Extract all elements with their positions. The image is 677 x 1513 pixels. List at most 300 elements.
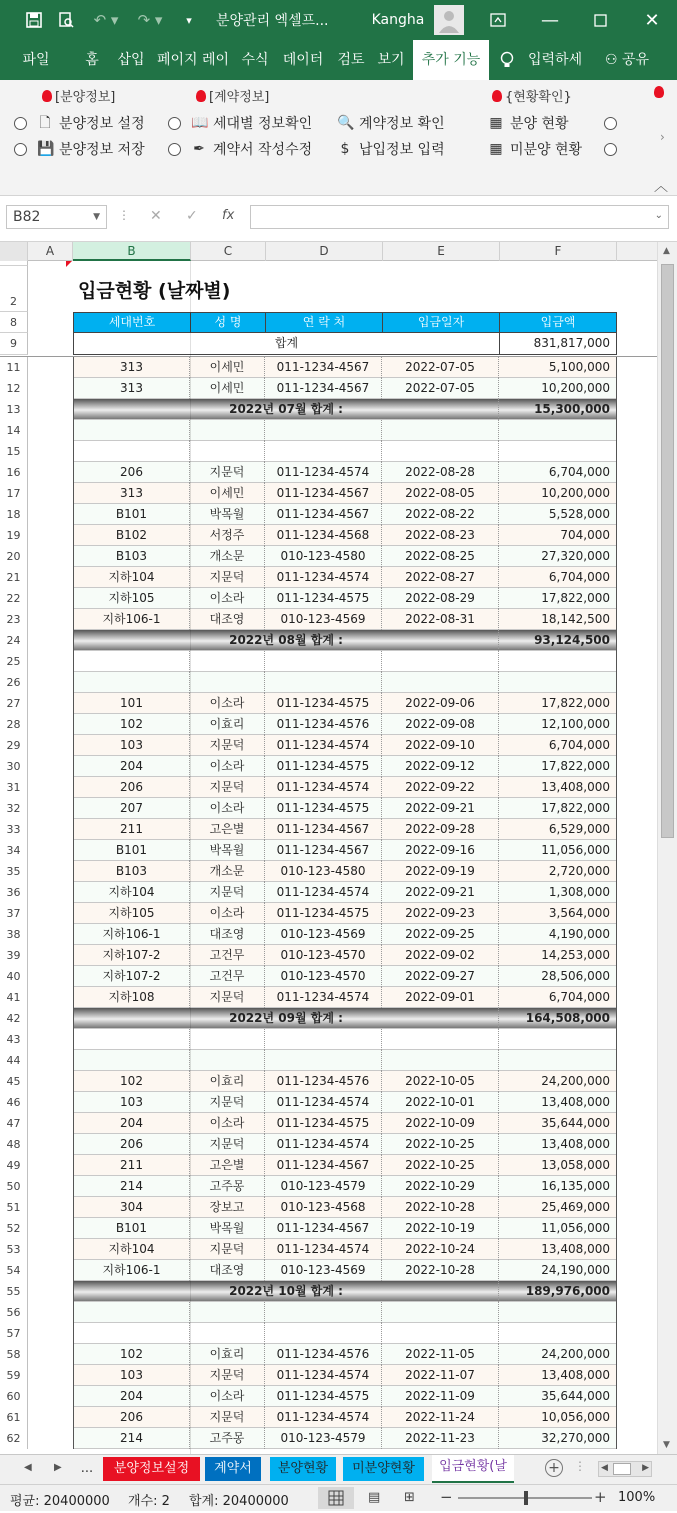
- tell-me-search[interactable]: 입력하세: [528, 52, 582, 68]
- row-header[interactable]: 37: [0, 903, 28, 924]
- cell-name[interactable]: 이소라: [190, 1386, 265, 1407]
- cell-unit-no[interactable]: 206: [73, 777, 190, 798]
- sheet-tab[interactable]: 계약서: [205, 1457, 261, 1481]
- next-sheet-icon[interactable]: ▶: [54, 1462, 62, 1473]
- cell-name[interactable]: 이세민: [190, 378, 265, 399]
- row-header[interactable]: 32: [0, 798, 28, 819]
- quick-access-customize-icon[interactable]: ▾: [186, 13, 192, 27]
- row-header[interactable]: 33: [0, 819, 28, 840]
- cell-name[interactable]: 대조영: [190, 609, 265, 630]
- cell-name[interactable]: [190, 1050, 265, 1071]
- cell-unit-no[interactable]: B103: [73, 861, 190, 882]
- zoom-in-icon[interactable]: +: [594, 1488, 607, 1506]
- cell-amount[interactable]: 12,100,000: [499, 714, 617, 735]
- cell-unit-no[interactable]: 지하108: [73, 987, 190, 1008]
- cell-name[interactable]: 지문덕: [190, 1365, 265, 1386]
- cell-date[interactable]: 2022-08-31: [382, 609, 499, 630]
- cell-name[interactable]: 개소문: [190, 861, 265, 882]
- cell-contact[interactable]: [265, 1050, 382, 1071]
- cell-contact[interactable]: 011-1234-4567: [265, 357, 382, 378]
- insert-function-icon[interactable]: fx: [222, 208, 235, 223]
- row-header[interactable]: 52: [0, 1218, 28, 1239]
- cell-date[interactable]: 2022-08-29: [382, 588, 499, 609]
- cell-amount[interactable]: 17,822,000: [499, 798, 617, 819]
- cell-amount[interactable]: 13,058,000: [499, 1155, 617, 1176]
- vertical-scrollbar[interactable]: [657, 242, 677, 1454]
- scroll-up-icon[interactable]: ▲: [663, 246, 670, 256]
- row-header[interactable]: 42: [0, 1008, 28, 1029]
- cell-date[interactable]: 2022-09-27: [382, 966, 499, 987]
- cell-unit-no[interactable]: 206: [73, 1134, 190, 1155]
- cell-name[interactable]: 이소라: [190, 903, 265, 924]
- row-header[interactable]: 14: [0, 420, 28, 441]
- cell-amount[interactable]: [499, 672, 617, 693]
- cell-date[interactable]: [382, 1050, 499, 1071]
- cell-name[interactable]: [190, 672, 265, 693]
- cell-contact[interactable]: 010-123-4570: [265, 945, 382, 966]
- cell-unit-no[interactable]: [73, 672, 190, 693]
- cell-name[interactable]: 개소문: [190, 546, 265, 567]
- tab-data[interactable]: 데이터: [282, 52, 324, 68]
- row-header[interactable]: 57: [0, 1323, 28, 1344]
- column-header-e[interactable]: E: [383, 242, 500, 261]
- cell-amount[interactable]: 6,704,000: [499, 987, 617, 1008]
- row-header[interactable]: 31: [0, 777, 28, 798]
- row-header[interactable]: 22: [0, 588, 28, 609]
- tab-page-layout[interactable]: 페이지 레이: [156, 52, 230, 68]
- cell-date[interactable]: 2022-09-10: [382, 735, 499, 756]
- cell-amount[interactable]: 3,564,000: [499, 903, 617, 924]
- print-preview-icon[interactable]: [54, 8, 78, 32]
- cell-date[interactable]: 2022-10-09: [382, 1113, 499, 1134]
- cell-date[interactable]: 2022-09-06: [382, 693, 499, 714]
- cell-amount[interactable]: [499, 1029, 617, 1050]
- cell-date[interactable]: [382, 1029, 499, 1050]
- cell-name[interactable]: 서정주: [190, 525, 265, 546]
- row-header[interactable]: 26: [0, 672, 28, 693]
- row-header[interactable]: 28: [0, 714, 28, 735]
- cell-contact[interactable]: 011-1234-4575: [265, 588, 382, 609]
- column-header-a[interactable]: A: [28, 242, 73, 261]
- cell-contact[interactable]: 011-1234-4574: [265, 777, 382, 798]
- cell-date[interactable]: 2022-09-01: [382, 987, 499, 1008]
- cell-contact[interactable]: 011-1234-4576: [265, 714, 382, 735]
- cell-amount[interactable]: 6,704,000: [499, 567, 617, 588]
- more-sheets-button[interactable]: ...: [74, 1457, 100, 1481]
- contract-info-check-button[interactable]: [337, 112, 445, 134]
- sale-status-button[interactable]: [488, 112, 569, 134]
- cell-contact[interactable]: 011-1234-4576: [265, 1344, 382, 1365]
- cell-amount[interactable]: 13,408,000: [499, 1239, 617, 1260]
- row-header[interactable]: 27: [0, 693, 28, 714]
- name-box[interactable]: [6, 205, 107, 229]
- row-header[interactable]: 34: [0, 840, 28, 861]
- row-header[interactable]: 49: [0, 1155, 28, 1176]
- cell-unit-no[interactable]: 103: [73, 1092, 190, 1113]
- cell-date[interactable]: 2022-10-24: [382, 1239, 499, 1260]
- cell-date[interactable]: 2022-08-25: [382, 546, 499, 567]
- tab-file[interactable]: 파일: [22, 52, 50, 68]
- row-header[interactable]: 56: [0, 1302, 28, 1323]
- row-header[interactable]: 21: [0, 567, 28, 588]
- cell-unit-no[interactable]: 204: [73, 756, 190, 777]
- cell-date[interactable]: 2022-10-29: [382, 1176, 499, 1197]
- cell-amount[interactable]: 5,100,000: [499, 357, 617, 378]
- cell-amount[interactable]: 6,704,000: [499, 462, 617, 483]
- payment-input-button[interactable]: [337, 138, 445, 160]
- save-icon[interactable]: [22, 8, 46, 32]
- cell-unit-no[interactable]: 211: [73, 1155, 190, 1176]
- cell-contact[interactable]: 010-123-4580: [265, 861, 382, 882]
- row-header[interactable]: 58: [0, 1344, 28, 1365]
- cell-date[interactable]: 2022-09-21: [382, 798, 499, 819]
- row-header[interactable]: 18: [0, 504, 28, 525]
- cell-contact[interactable]: 011-1234-4574: [265, 735, 382, 756]
- cell-unit-no[interactable]: 204: [73, 1386, 190, 1407]
- cell-unit-no[interactable]: B101: [73, 840, 190, 861]
- cell-contact[interactable]: 010-123-4579: [265, 1176, 382, 1197]
- cell-unit-no[interactable]: 지하106-1: [73, 1260, 190, 1281]
- cell-amount[interactable]: 35,644,000: [499, 1113, 617, 1134]
- cell-name[interactable]: 이소라: [190, 693, 265, 714]
- cell-name[interactable]: 이세민: [190, 483, 265, 504]
- cell-unit-no[interactable]: 304: [73, 1197, 190, 1218]
- row-header[interactable]: 19: [0, 525, 28, 546]
- cell-contact[interactable]: 010-123-4569: [265, 924, 382, 945]
- cell-date[interactable]: 2022-10-28: [382, 1260, 499, 1281]
- cell-date[interactable]: [382, 672, 499, 693]
- cell-name[interactable]: [190, 1302, 265, 1323]
- cell-date[interactable]: 2022-09-08: [382, 714, 499, 735]
- cell-amount[interactable]: 17,822,000: [499, 588, 617, 609]
- row-header[interactable]: 53: [0, 1239, 28, 1260]
- cell-name[interactable]: 지문덕: [190, 1239, 265, 1260]
- formula-input[interactable]: [250, 205, 669, 229]
- cell-date[interactable]: 2022-09-28: [382, 819, 499, 840]
- row-header[interactable]: 35: [0, 861, 28, 882]
- cell-amount[interactable]: 17,822,000: [499, 756, 617, 777]
- cell-amount[interactable]: 4,190,000: [499, 924, 617, 945]
- cell-unit-no[interactable]: B103: [73, 546, 190, 567]
- cell-unit-no[interactable]: [73, 420, 190, 441]
- cell-contact[interactable]: 011-1234-4574: [265, 462, 382, 483]
- cell-contact[interactable]: 011-1234-4574: [265, 1365, 382, 1386]
- maximize-icon[interactable]: [588, 8, 612, 32]
- cell-name[interactable]: 이효리: [190, 1071, 265, 1092]
- cell-name[interactable]: [190, 441, 265, 462]
- tab-insert[interactable]: 삽입: [117, 52, 145, 68]
- cell-name[interactable]: 고건무: [190, 966, 265, 987]
- cell-contact[interactable]: 011-1234-4575: [265, 798, 382, 819]
- cell-unit-no[interactable]: 103: [73, 735, 190, 756]
- cell-name[interactable]: 고주몽: [190, 1176, 265, 1197]
- ribbon-display-options-icon[interactable]: [486, 8, 510, 32]
- cell-name[interactable]: 지문덕: [190, 1092, 265, 1113]
- horizontal-scroll-thumb[interactable]: [613, 1463, 631, 1475]
- cell-date[interactable]: 2022-10-25: [382, 1134, 499, 1155]
- cell-name[interactable]: 이소라: [190, 588, 265, 609]
- row-header[interactable]: 47: [0, 1113, 28, 1134]
- sheet-tab[interactable]: 입금현황(날: [432, 1455, 514, 1483]
- cell-contact[interactable]: 010-123-4569: [265, 609, 382, 630]
- tab-formulas[interactable]: 수식: [241, 52, 269, 68]
- extra-radio-2[interactable]: [604, 138, 627, 160]
- undo-icon[interactable]: ↶ ▾: [93, 11, 119, 29]
- cell-amount[interactable]: [499, 1323, 617, 1344]
- normal-view-icon[interactable]: [318, 1487, 354, 1509]
- cell-name[interactable]: 지문덕: [190, 462, 265, 483]
- sheet-content[interactable]: [28, 261, 657, 1454]
- cell-contact[interactable]: 010-123-4579: [265, 1428, 382, 1449]
- cell-name[interactable]: [190, 1323, 265, 1344]
- cell-unit-no[interactable]: 313: [73, 483, 190, 504]
- cell-date[interactable]: 2022-09-23: [382, 903, 499, 924]
- scroll-left-icon[interactable]: ◀: [601, 1463, 608, 1473]
- cell-name[interactable]: 지문덕: [190, 735, 265, 756]
- cell-contact[interactable]: 011-1234-4575: [265, 693, 382, 714]
- sheet-tab[interactable]: 분양현황: [270, 1457, 336, 1481]
- lightbulb-icon[interactable]: [496, 40, 518, 80]
- cell-unit-no[interactable]: [73, 651, 190, 672]
- row-header[interactable]: 51: [0, 1197, 28, 1218]
- redo-icon[interactable]: ↷ ▾: [137, 11, 163, 29]
- cell-unit-no[interactable]: [73, 441, 190, 462]
- avatar[interactable]: [434, 5, 464, 35]
- cell-amount[interactable]: 10,200,000: [499, 483, 617, 504]
- cell-unit-no[interactable]: 지하107-2: [73, 945, 190, 966]
- contract-edit-button[interactable]: [168, 138, 312, 160]
- cell-contact[interactable]: 011-1234-4575: [265, 903, 382, 924]
- tab-add-ins[interactable]: 추가 기능: [413, 40, 489, 80]
- share-button[interactable]: [598, 40, 656, 80]
- cell-name[interactable]: 대조영: [190, 1260, 265, 1281]
- sheet-tab[interactable]: 미분양현황: [343, 1457, 424, 1481]
- cell-contact[interactable]: [265, 420, 382, 441]
- cell-name[interactable]: 박목월: [190, 504, 265, 525]
- cell-name[interactable]: 박목월: [190, 840, 265, 861]
- cell-name[interactable]: 지문덕: [190, 567, 265, 588]
- cell-amount[interactable]: 13,408,000: [499, 1134, 617, 1155]
- cell-name[interactable]: [190, 420, 265, 441]
- cell-name[interactable]: 이소라: [190, 756, 265, 777]
- cell-contact[interactable]: 011-1234-4574: [265, 987, 382, 1008]
- cell-contact[interactable]: 010-123-4580: [265, 546, 382, 567]
- cell-date[interactable]: 2022-08-05: [382, 483, 499, 504]
- close-icon[interactable]: ✕: [644, 9, 660, 31]
- cell-contact[interactable]: 011-1234-4567: [265, 483, 382, 504]
- cell-unit-no[interactable]: 204: [73, 1113, 190, 1134]
- cell-date[interactable]: 2022-09-25: [382, 924, 499, 945]
- cell-unit-no[interactable]: B101: [73, 1218, 190, 1239]
- cell-contact[interactable]: [265, 651, 382, 672]
- cell-amount[interactable]: 32,270,000: [499, 1428, 617, 1449]
- worksheet-grid[interactable]: [0, 242, 677, 1454]
- column-header-d[interactable]: D: [266, 242, 383, 261]
- cell-name[interactable]: 지문덕: [190, 1407, 265, 1428]
- cell-name[interactable]: 고건무: [190, 945, 265, 966]
- unit-info-check-button[interactable]: [168, 112, 312, 134]
- column-header-c[interactable]: C: [191, 242, 266, 261]
- collapse-ribbon-icon[interactable]: ︿: [654, 179, 668, 195]
- row-header[interactable]: 11: [0, 357, 28, 378]
- cell-contact[interactable]: [265, 1029, 382, 1050]
- cell-amount[interactable]: [499, 651, 617, 672]
- cell-amount[interactable]: 13,408,000: [499, 1092, 617, 1113]
- cell-amount[interactable]: [499, 1302, 617, 1323]
- cell-amount[interactable]: 14,253,000: [499, 945, 617, 966]
- cell-amount[interactable]: 24,200,000: [499, 1071, 617, 1092]
- cell-contact[interactable]: [265, 441, 382, 462]
- row-header[interactable]: 46: [0, 1092, 28, 1113]
- cell-date[interactable]: 2022-10-05: [382, 1071, 499, 1092]
- cell-unit-no[interactable]: [73, 1323, 190, 1344]
- user-name[interactable]: Kangha: [371, 12, 425, 28]
- cell-name[interactable]: 고주몽: [190, 1428, 265, 1449]
- sheet-tab[interactable]: 분양정보설정: [103, 1457, 200, 1481]
- cell-unit-no[interactable]: 206: [73, 462, 190, 483]
- cell-name[interactable]: 이효리: [190, 714, 265, 735]
- scroll-down-icon[interactable]: ▼: [663, 1440, 670, 1450]
- cell-date[interactable]: 2022-09-12: [382, 756, 499, 777]
- cell-amount[interactable]: 6,704,000: [499, 735, 617, 756]
- row-header[interactable]: 17: [0, 483, 28, 504]
- cell-amount[interactable]: 11,056,000: [499, 840, 617, 861]
- cell-unit-no[interactable]: [73, 1050, 190, 1071]
- scrollbar-thumb[interactable]: [661, 264, 674, 838]
- row-header[interactable]: 41: [0, 987, 28, 1008]
- row-header[interactable]: 20: [0, 546, 28, 567]
- cell-date[interactable]: [382, 651, 499, 672]
- cell-date[interactable]: [382, 441, 499, 462]
- cell-amount[interactable]: 25,469,000: [499, 1197, 617, 1218]
- cell-date[interactable]: 2022-11-23: [382, 1428, 499, 1449]
- cell-date[interactable]: 2022-09-16: [382, 840, 499, 861]
- zoom-level[interactable]: 100%: [618, 1490, 656, 1505]
- cell-unit-no[interactable]: 214: [73, 1428, 190, 1449]
- prev-sheet-icon[interactable]: ◀: [24, 1462, 32, 1473]
- cell-date[interactable]: 2022-10-25: [382, 1155, 499, 1176]
- add-sheet-icon[interactable]: +: [545, 1459, 563, 1477]
- row-header[interactable]: 59: [0, 1365, 28, 1386]
- cell-name[interactable]: 이세민: [190, 357, 265, 378]
- cell-unit-no[interactable]: 206: [73, 1407, 190, 1428]
- row-header[interactable]: 30: [0, 756, 28, 777]
- cell-contact[interactable]: 011-1234-4567: [265, 840, 382, 861]
- cell-unit-no[interactable]: 102: [73, 714, 190, 735]
- cell-contact[interactable]: 011-1234-4567: [265, 1155, 382, 1176]
- cell-amount[interactable]: 5,528,000: [499, 504, 617, 525]
- cell-date[interactable]: 2022-08-28: [382, 462, 499, 483]
- extra-radio[interactable]: [604, 112, 627, 134]
- cell-amount[interactable]: 18,142,500: [499, 609, 617, 630]
- cell-date[interactable]: 2022-10-19: [382, 1218, 499, 1239]
- cell-unit-no[interactable]: 지하106-1: [73, 609, 190, 630]
- cell-name[interactable]: 지문덕: [190, 777, 265, 798]
- row-header[interactable]: 13: [0, 399, 28, 420]
- cell-unit-no[interactable]: 지하105: [73, 903, 190, 924]
- cell-unit-no[interactable]: 211: [73, 819, 190, 840]
- row-header[interactable]: 62: [0, 1428, 28, 1449]
- cell-unit-no[interactable]: 102: [73, 1344, 190, 1365]
- cell-contact[interactable]: 011-1234-4568: [265, 525, 382, 546]
- cell-amount[interactable]: 17,822,000: [499, 693, 617, 714]
- cell-name[interactable]: 이소라: [190, 798, 265, 819]
- cell-amount[interactable]: [499, 420, 617, 441]
- row-header[interactable]: 36: [0, 882, 28, 903]
- enter-icon[interactable]: ✓: [186, 208, 198, 224]
- cell-contact[interactable]: 011-1234-4576: [265, 1071, 382, 1092]
- tab-home[interactable]: 홈: [85, 52, 99, 68]
- cell-unit-no[interactable]: 214: [73, 1176, 190, 1197]
- cell-amount[interactable]: 13,408,000: [499, 777, 617, 798]
- cell-amount[interactable]: 10,056,000: [499, 1407, 617, 1428]
- cell-date[interactable]: 2022-11-24: [382, 1407, 499, 1428]
- horizontal-scrollbar[interactable]: [598, 1461, 652, 1477]
- cell-contact[interactable]: 011-1234-4574: [265, 1407, 382, 1428]
- cell-date[interactable]: 2022-10-01: [382, 1092, 499, 1113]
- cell-amount[interactable]: [499, 441, 617, 462]
- cell-contact[interactable]: 011-1234-4567: [265, 378, 382, 399]
- row-header[interactable]: 55: [0, 1281, 28, 1302]
- cell-date[interactable]: 2022-09-19: [382, 861, 499, 882]
- ribbon-scroll-right-icon[interactable]: ›: [660, 130, 665, 144]
- cell-name[interactable]: 지문덕: [190, 882, 265, 903]
- cell-contact[interactable]: 011-1234-4575: [265, 1386, 382, 1407]
- cell-amount[interactable]: 10,200,000: [499, 378, 617, 399]
- tab-view[interactable]: 보기: [377, 52, 405, 68]
- cell-name[interactable]: 박목월: [190, 1218, 265, 1239]
- row-header[interactable]: 38: [0, 924, 28, 945]
- scroll-right-icon[interactable]: ▶: [642, 1463, 649, 1473]
- cell-unit-no[interactable]: 지하107-2: [73, 966, 190, 987]
- cell-unit-no[interactable]: 313: [73, 378, 190, 399]
- row-header[interactable]: 24: [0, 630, 28, 651]
- sale-info-save-button[interactable]: [14, 138, 145, 160]
- cell-date[interactable]: 2022-07-05: [382, 378, 499, 399]
- row-header[interactable]: 48: [0, 1134, 28, 1155]
- cell-date[interactable]: [382, 1302, 499, 1323]
- cell-name[interactable]: [190, 1029, 265, 1050]
- cell-contact[interactable]: 011-1234-4574: [265, 1092, 382, 1113]
- row-header[interactable]: 12: [0, 378, 28, 399]
- page-break-view-icon[interactable]: ⊞: [404, 1490, 415, 1505]
- cell-date[interactable]: [382, 420, 499, 441]
- cell-contact[interactable]: 011-1234-4575: [265, 756, 382, 777]
- row-header[interactable]: 60: [0, 1386, 28, 1407]
- tab-review[interactable]: 검토: [337, 52, 365, 68]
- row-header[interactable]: 40: [0, 966, 28, 987]
- cell-amount[interactable]: 2,720,000: [499, 861, 617, 882]
- cell-unit-no[interactable]: [73, 1029, 190, 1050]
- cell-unit-no[interactable]: 지하104: [73, 1239, 190, 1260]
- cell-name[interactable]: 지문덕: [190, 1134, 265, 1155]
- cell-amount[interactable]: 24,200,000: [499, 1344, 617, 1365]
- cell-date[interactable]: 2022-10-28: [382, 1197, 499, 1218]
- cell-amount[interactable]: 704,000: [499, 525, 617, 546]
- chevron-down-icon[interactable]: ▼: [93, 212, 100, 222]
- cell-contact[interactable]: [265, 672, 382, 693]
- cell-amount[interactable]: [499, 1050, 617, 1071]
- cell-date[interactable]: 2022-11-05: [382, 1344, 499, 1365]
- cell-date[interactable]: 2022-11-07: [382, 1365, 499, 1386]
- cell-amount[interactable]: 6,529,000: [499, 819, 617, 840]
- row-header[interactable]: 8: [0, 312, 28, 333]
- cell-date[interactable]: 2022-09-02: [382, 945, 499, 966]
- cell-amount[interactable]: 28,506,000: [499, 966, 617, 987]
- cell-contact[interactable]: 010-123-4570: [265, 966, 382, 987]
- minimize-icon[interactable]: —: [541, 9, 559, 31]
- cell-amount[interactable]: 24,190,000: [499, 1260, 617, 1281]
